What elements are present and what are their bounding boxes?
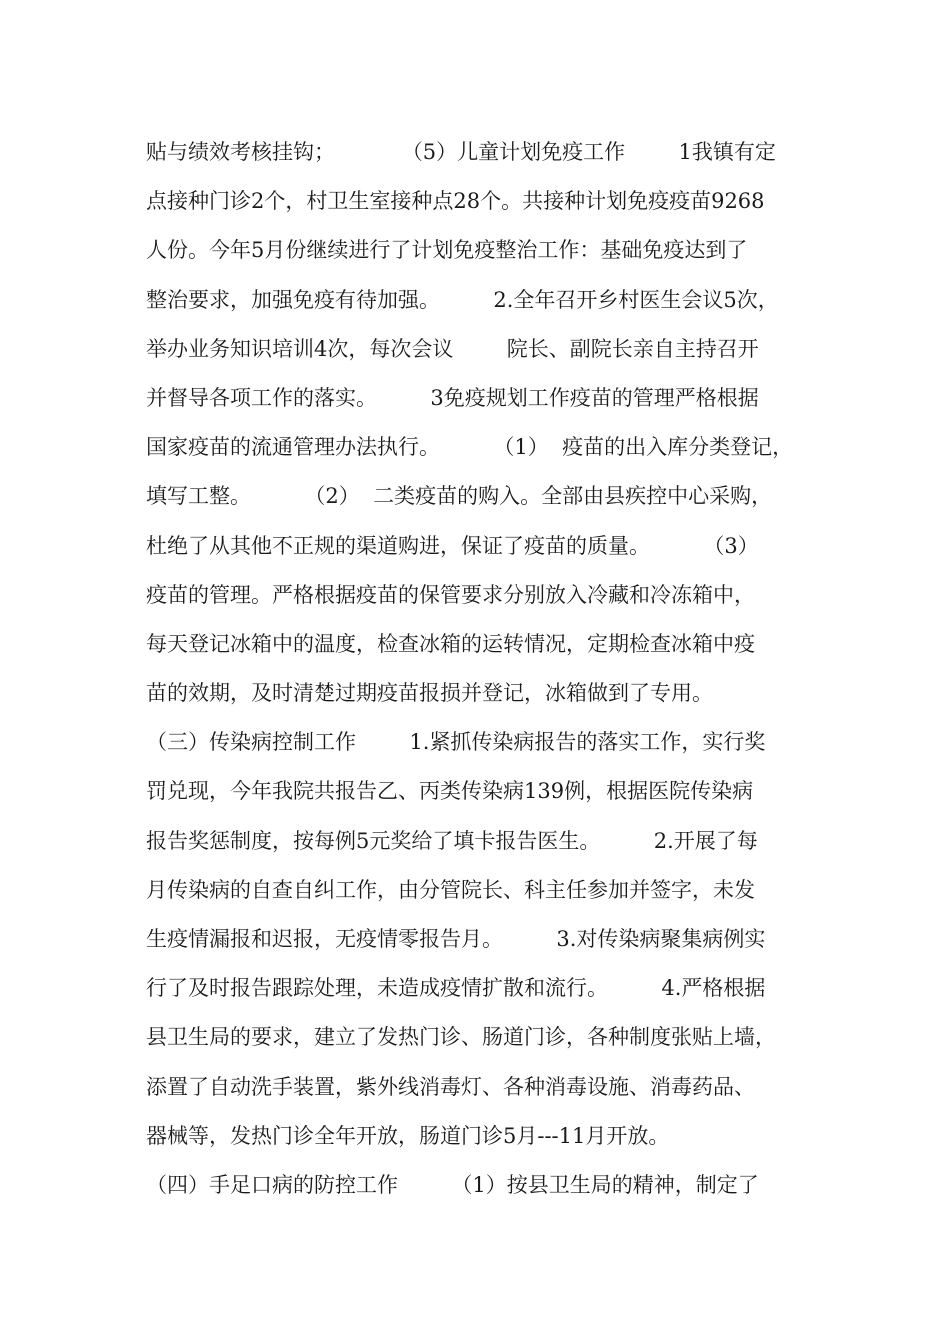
text-line: 举办业务知识培训4次，每次会议 院长、副院长亲自主持召开 bbox=[146, 336, 759, 361]
text-line: 贴与绩效考核挂钩； （5）儿童计划免疫工作 1我镇有定 bbox=[146, 140, 776, 164]
text-line: 行了及时报告跟踪处理，未造成疫情扩散和流行。 4.严格根据 bbox=[146, 976, 766, 1001]
text-line: 整治要求，加强免疫有待加强。 2.全年召开乡村医生会议5次， bbox=[146, 287, 779, 312]
text-line: 填写工整。 （2） 二类疫苗的购入。全部由县疾控中心采购， bbox=[146, 484, 773, 509]
document-body bbox=[146, 128, 826, 1210]
text-line: 点接种门诊2个，村卫生室接种点28个。共接种计划免疫疫苗9268 bbox=[146, 189, 765, 214]
text-line: 疫苗的管理。严格根据疫苗的保管要求分别放入冷藏和冷冻箱中， bbox=[146, 582, 755, 607]
text-line: 器械等，发热门诊全年开放，肠道门诊5月---11月开放。 bbox=[146, 1123, 670, 1148]
text-line: 报告奖惩制度，按每例5元奖给了填卡报告医生。 2.开展了每 bbox=[146, 828, 758, 853]
text-line: 生疫情漏报和迟报，无疫情零报告月。 3.对传染病聚集病例实 bbox=[146, 927, 766, 951]
text-line: 月传染病的自查自纠工作，由分管院长、科主任参加并签字，未发 bbox=[146, 877, 755, 902]
text-line: 人份。今年5月份继续进行了计划免疫整治工作：基础免疫达到了 bbox=[146, 238, 748, 263]
text-line: 并督导各项工作的落实。 3免疫规划工作疫苗的管理严格根据 bbox=[146, 385, 759, 410]
text-line: 国家疫苗的流通管理办法执行。 （1） 疫苗的出入库分类登记， bbox=[146, 435, 794, 460]
text-line: 罚兑现，今年我院共报告乙、丙类传染病139例，根据医院传染病 bbox=[146, 779, 754, 804]
text-line: 县卫生局的要求，建立了发热门诊、肠道门诊，各种制度张贴上墙， bbox=[146, 1025, 776, 1050]
text-line: （四）手足口病的防控工作 （1）按县卫生局的精神，制定了 bbox=[146, 1172, 759, 1197]
text-line: （三）传染病控制工作 1.紧抓传染病报告的落实工作，实行奖 bbox=[146, 730, 766, 755]
text-line: 添置了自动洗手装置，紫外线消毒灯、各种消毒设施、消毒药品、 bbox=[146, 1074, 755, 1099]
text-line: 每天登记冰箱中的温度，检查冰箱的运转情况，定期检查冰箱中疫 bbox=[146, 631, 755, 656]
text-line: 杜绝了从其他不正规的渠道购进，保证了疫苗的质量。 （3） bbox=[146, 533, 759, 558]
text-line: 苗的效期，及时清楚过期疫苗报损并登记，冰箱做到了专用。 bbox=[146, 681, 713, 706]
